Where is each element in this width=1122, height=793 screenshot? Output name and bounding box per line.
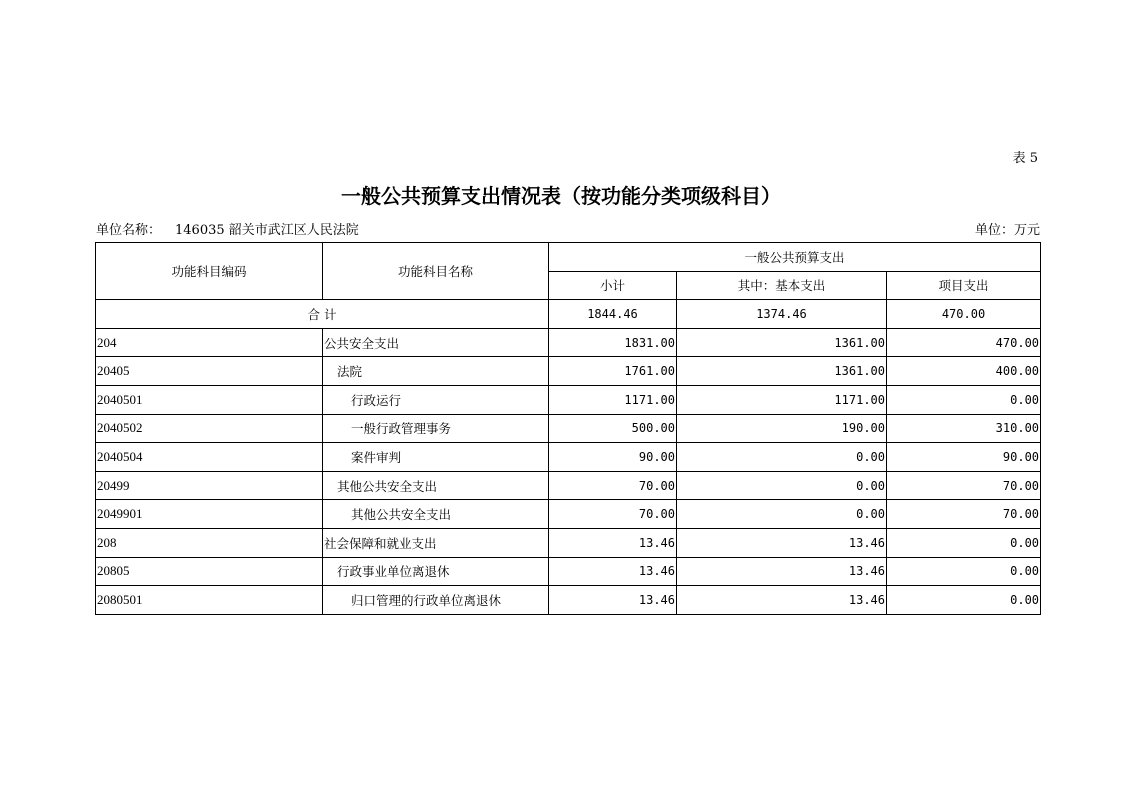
table-row [96, 528, 1041, 557]
cell-project: 310.00 [887, 414, 1041, 443]
meta-row [96, 219, 1040, 238]
table-row [96, 414, 1041, 443]
cell-basic: 0.00 [677, 471, 887, 500]
cell-basic: 13.46 [677, 528, 887, 557]
header-code: 功能科目编码 [96, 243, 323, 300]
table-row [96, 500, 1041, 529]
total-subtotal: 1844.46 [549, 300, 677, 329]
cell-basic: 0.00 [677, 500, 887, 529]
cell-project: 470.00 [887, 328, 1041, 357]
header-row-1 [96, 243, 1041, 272]
cell-code: 204 [96, 328, 323, 357]
table-row [96, 357, 1041, 386]
cell-project: 0.00 [887, 385, 1041, 414]
cell-basic: 0.00 [677, 443, 887, 472]
cell-basic: 190.00 [677, 414, 887, 443]
unit-label: 单位：万元 [974, 223, 1040, 238]
cell-subtotal: 13.46 [549, 586, 677, 615]
cell-basic: 1361.00 [677, 357, 887, 386]
cell-project: 0.00 [887, 586, 1041, 615]
total-label: 合 计 [96, 300, 549, 329]
cell-subtotal: 1761.00 [549, 357, 677, 386]
cell-code: 2049901 [96, 500, 323, 529]
cell-basic: 13.46 [677, 586, 887, 615]
table-row [96, 557, 1041, 586]
cell-code: 208 [96, 528, 323, 557]
cell-name: 法院 [323, 357, 549, 386]
cell-subtotal: 13.46 [549, 557, 677, 586]
cell-project: 0.00 [887, 557, 1041, 586]
cell-name: 社会保障和就业支出 [323, 528, 549, 557]
cell-subtotal: 1831.00 [549, 328, 677, 357]
unit-name-label: 单位名称： [96, 223, 162, 238]
cell-code: 20499 [96, 471, 323, 500]
total-row [96, 300, 1041, 329]
table-body [96, 300, 1041, 615]
cell-name: 其他公共安全支出 [323, 471, 549, 500]
cell-project: 70.00 [887, 500, 1041, 529]
header-project: 项目支出 [887, 271, 1041, 300]
cell-subtotal: 70.00 [549, 500, 677, 529]
cell-basic: 1361.00 [677, 328, 887, 357]
cell-code: 2040504 [96, 443, 323, 472]
page-title: 一般公共预算支出情况表（按功能分类项级科目） [341, 184, 781, 208]
header-group: 一般公共预算支出 [549, 243, 1041, 272]
cell-project: 400.00 [887, 357, 1041, 386]
cell-name: 行政事业单位离退休 [323, 557, 549, 586]
cell-name: 案件审判 [323, 443, 549, 472]
cell-subtotal: 90.00 [549, 443, 677, 472]
cell-code: 2080501 [96, 586, 323, 615]
unit-name [96, 219, 359, 238]
header-name: 功能科目名称 [323, 243, 549, 300]
cell-project: 70.00 [887, 471, 1041, 500]
cell-code: 20405 [96, 357, 323, 386]
total-project: 470.00 [887, 300, 1041, 329]
cell-code: 2040502 [96, 414, 323, 443]
cell-project: 90.00 [887, 443, 1041, 472]
cell-basic: 1171.00 [677, 385, 887, 414]
total-basic: 1374.46 [677, 300, 887, 329]
cell-code: 2040501 [96, 385, 323, 414]
table-row [96, 328, 1041, 357]
header-subtotal: 小计 [549, 271, 677, 300]
cell-name: 公共安全支出 [323, 328, 549, 357]
table-row [96, 471, 1041, 500]
cell-project: 0.00 [887, 528, 1041, 557]
header-basic: 其中：基本支出 [677, 271, 887, 300]
table-row [96, 443, 1041, 472]
cell-name: 一般行政管理事务 [323, 414, 549, 443]
cell-basic: 13.46 [677, 557, 887, 586]
cell-subtotal: 500.00 [549, 414, 677, 443]
cell-subtotal: 13.46 [549, 528, 677, 557]
table-row [96, 586, 1041, 615]
table-number: 表 5 [1012, 151, 1038, 166]
cell-code: 20805 [96, 557, 323, 586]
cell-name: 其他公共安全支出 [323, 500, 549, 529]
budget-table [95, 242, 1041, 615]
cell-subtotal: 70.00 [549, 471, 677, 500]
cell-name: 归口管理的行政单位离退休 [323, 586, 549, 615]
table-row [96, 385, 1041, 414]
cell-subtotal: 1171.00 [549, 385, 677, 414]
unit-name-value: 146035 韶关市武江区人民法院 [175, 223, 359, 238]
cell-name: 行政运行 [323, 385, 549, 414]
